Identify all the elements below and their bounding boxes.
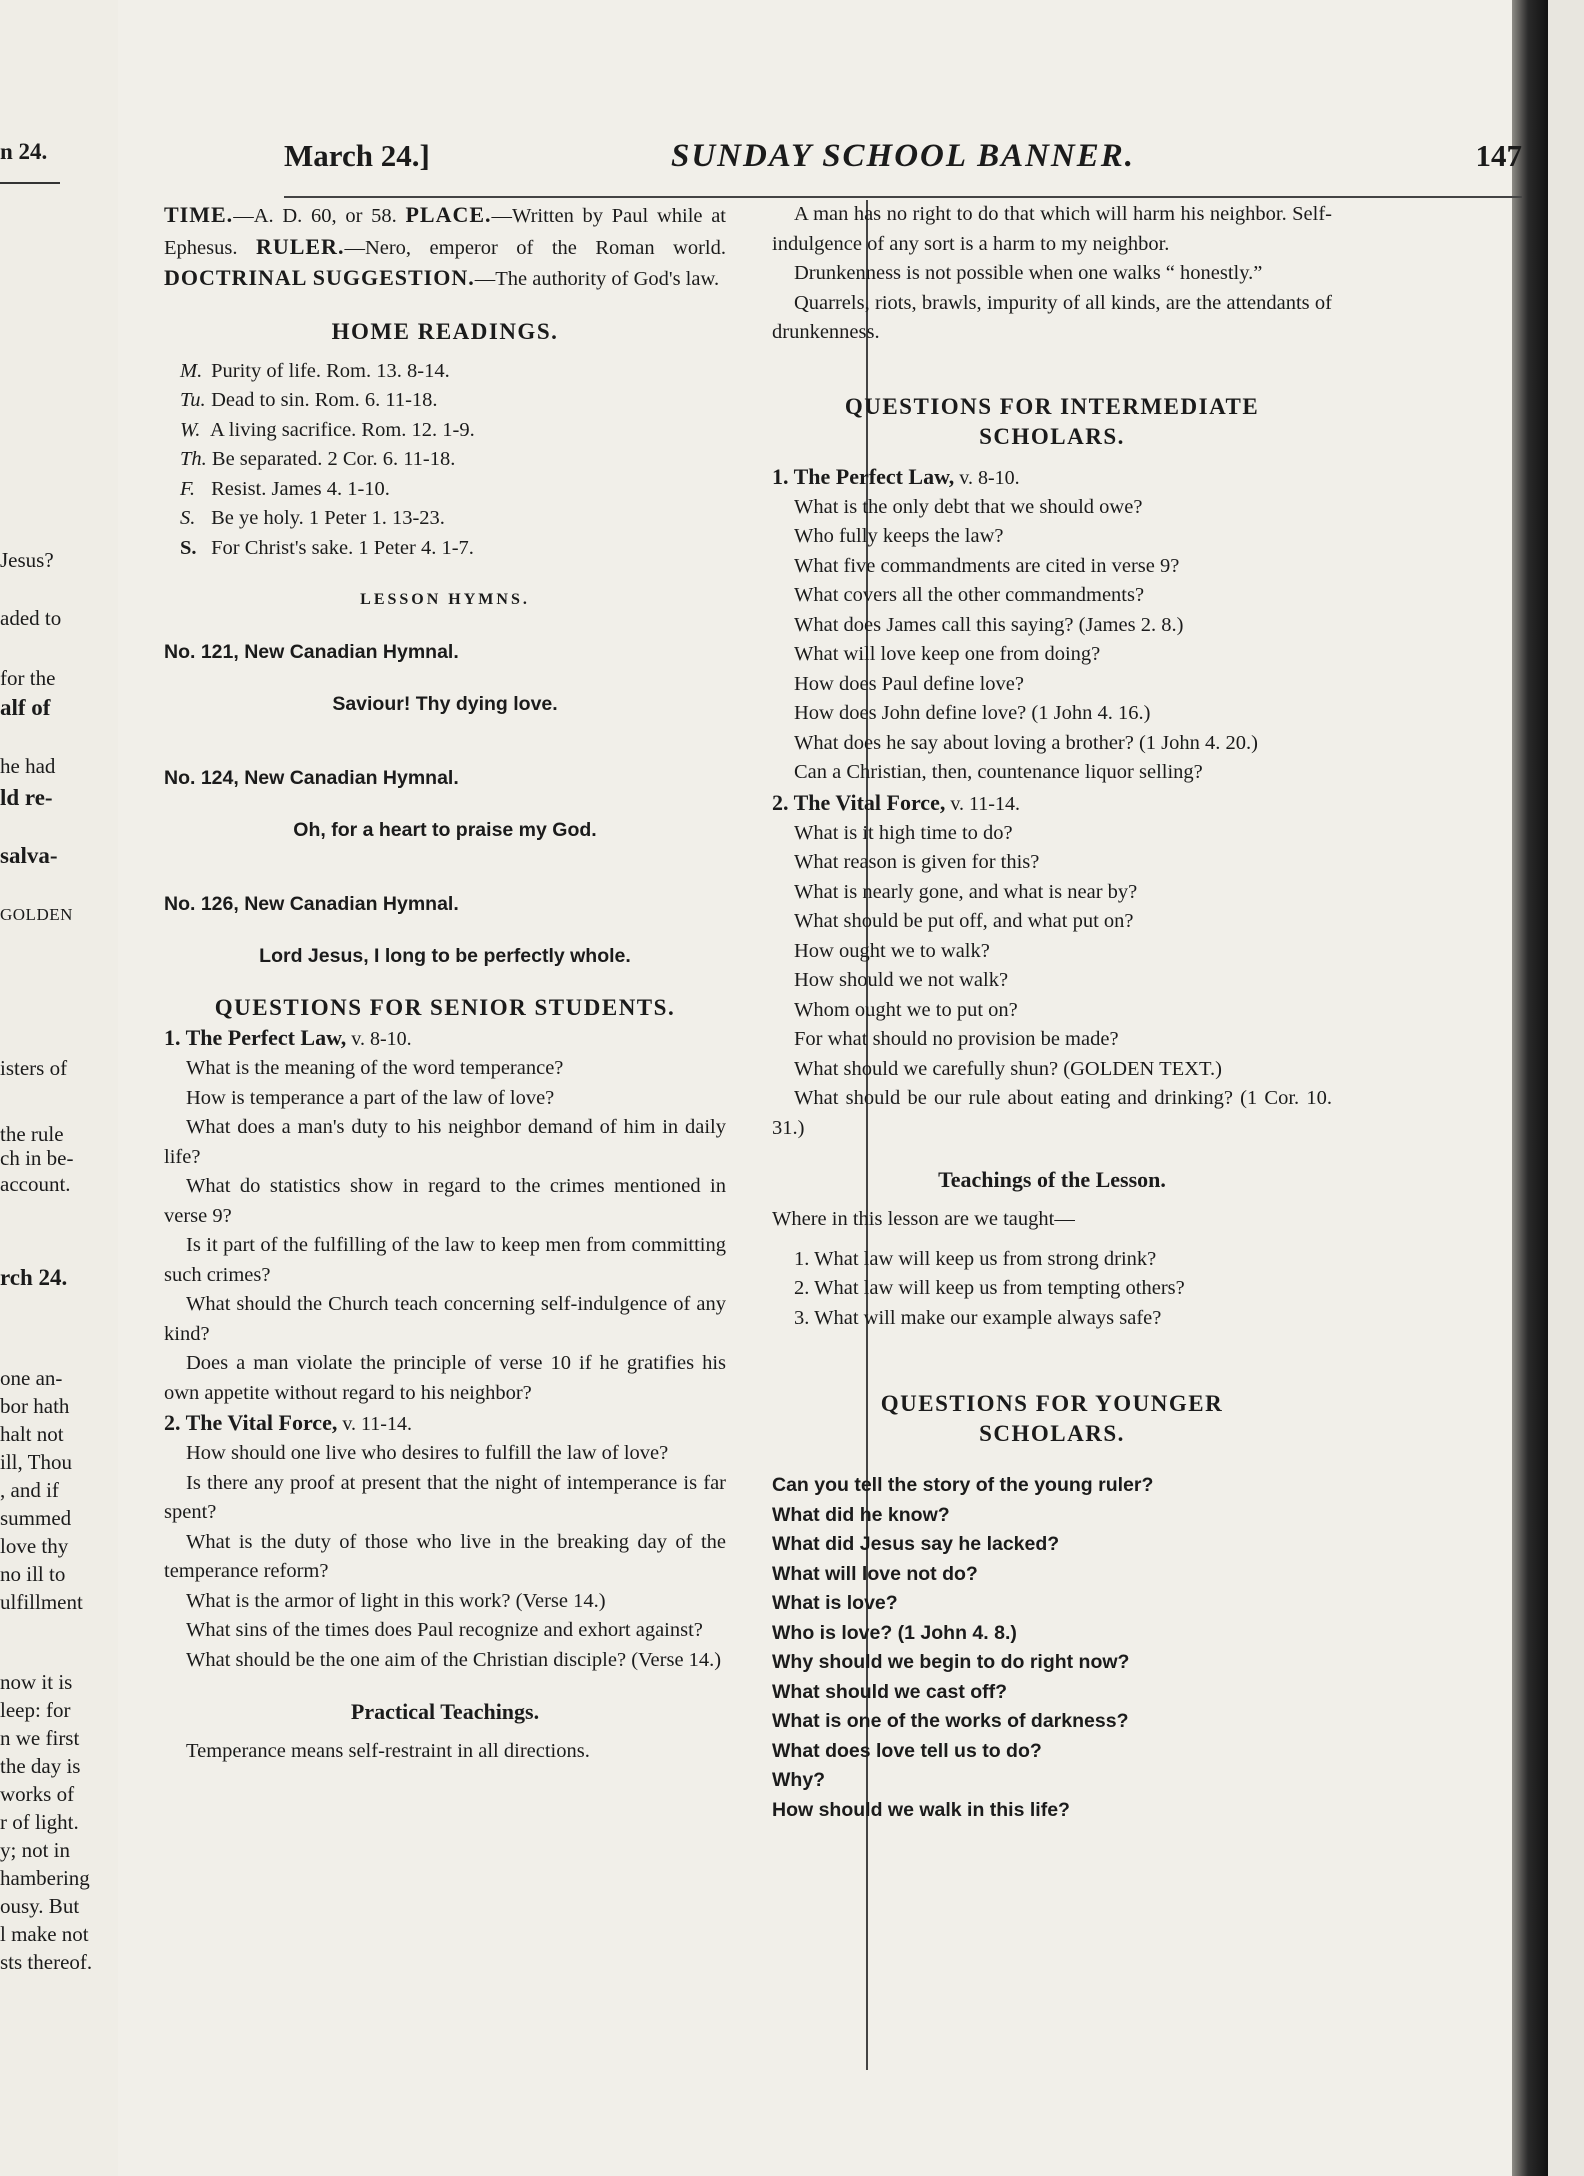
facing-page-fragment: rch 24. [0,1265,68,1290]
facing-page-fragment: the rule [0,1122,64,1146]
running-header [284,136,1522,176]
younger-questions-heading [772,1389,1332,1449]
question-item: What is love? [772,1592,898,1614]
left-column [164,200,726,1767]
question-item: What should we carefully shun? (GOLDEN TEXT.) [794,1057,1222,1080]
facing-page-fragment: ill, Thou [0,1450,72,1474]
reading-text: For Christ's sake. 1 Peter 4. 1-7. [211,536,474,559]
facing-page-rule [0,182,60,184]
facing-page-fragment: n 24. [0,139,48,164]
younger-questions [772,1471,1332,1825]
facing-page-fragment: summed [0,1506,72,1530]
practical-paragraph: Quarrels, riots, brawls, impurity of all kinds, are the attendants of drunkenness. [772,291,1332,343]
question-item: How should we walk in this life? [772,1798,1070,1821]
facing-page-fragment: hambering [0,1866,90,1890]
facing-page-fragment: one an- [0,1366,63,1390]
facing-page-fragment: account. [0,1172,71,1196]
question-item: What do statistics show in regard to the crimes mentioned in verse 9? [164,1175,726,1227]
question-item: What five commandments are cited in verse 9? [794,554,1180,577]
question-item: Can you tell the story of the young ruler? [772,1474,1154,1496]
reading-item [164,534,726,564]
section-title: 2. The Vital Force, [772,789,946,815]
teachings-list [772,1245,1332,1334]
place-text: —Written by Paul while at Ephesus. [164,205,727,259]
question-item: 2. What law will keep us from tempting others? [794,1277,1185,1299]
intermediate-section2-questions [772,819,1332,1144]
question-item: How is temperance a part of the law of love? [186,1086,555,1109]
facing-page-fragment: the day is [0,1754,81,1778]
question-item: Can a Christian, then, countenance liquor selling? [794,761,1203,783]
right-column [772,200,1332,1825]
heading-line: SCHOLARS. [979,1421,1125,1446]
hymn-number: No. 126, New Canadian Hymnal. [164,893,459,915]
question-item: What is nearly gone, and what is near by? [794,880,1138,903]
reading-item [164,475,726,505]
facing-page-fragment: y; not in [0,1838,71,1862]
hymn-title: Saviour! Thy dying love. [332,693,558,715]
facing-page-fragment: love thy [0,1534,69,1558]
reading-text: Purity of life. Rom. 13. 8-14. [211,359,450,382]
lesson-intro [164,200,726,295]
doctrinal-text: —The authority of God's law. [474,268,720,290]
reading-text: Be separated. 2 Cor. 6. 11-18. [211,448,456,470]
section-ref: v. 8-10. [954,466,1020,489]
lesson-hymns-list [164,637,726,971]
question-item: What should be put off, and what put on? [794,910,1134,932]
facing-page-fragment: GOLDEN [0,905,73,924]
section-title: 1. The Perfect Law, [772,463,955,489]
section-title: 2. The Vital Force, [164,1410,338,1435]
question-item: What will love not do? [772,1562,978,1585]
hymn-number: No. 121, New Canadian Hymnal. [164,641,459,663]
facing-page-fragment: ousy. But [0,1894,80,1918]
question-item: Is it part of the fulfilling of the law to keep men from committing such crimes? [164,1234,726,1286]
question-item: What does love tell us to do? [772,1739,1042,1762]
heading-line: QUESTIONS FOR INTERMEDIATE [844,393,1260,419]
doctrinal-label: DOCTRINAL SUGGESTION. [164,265,475,290]
reading-day: S. [180,507,196,529]
page-number: 147 [1475,138,1522,173]
facing-page-fragment: sts thereof. [0,1950,93,1974]
reading-text: Resist. James 4. 1-10. [211,477,390,500]
reading-item [164,504,726,534]
ruler-label: RULER. [255,233,345,259]
question-item: How should one live who desires to fulfill the law of love? [186,1442,669,1464]
facing-page-fragment: he had [0,754,56,778]
teachings-heading: Teachings of the Lesson. [938,1167,1166,1192]
facing-page-fragment: now it is [0,1670,73,1694]
reading-text: Be ye holy. 1 Peter 1. 13-23. [211,507,445,529]
facing-page-fragment: halt not [0,1422,64,1446]
question-item: What is one of the works of darkness? [772,1710,1129,1732]
question-item: What should be our rule about eating and drinking? (1 Cor. 10. 31.) [772,1087,1332,1139]
home-readings-heading: HOME READINGS. [331,318,559,344]
question-item: What is the meaning of the word temperance? [186,1057,564,1079]
practical-teachings-heading: Practical Teachings. [350,1699,540,1724]
question-item: What should the Church teach concerning self-indulgence of any kind? [164,1293,726,1345]
facing-page-fragment: salva- [0,843,58,868]
facing-page-fragment: l make not [0,1922,89,1946]
facing-page-fragment: ch in be- [0,1146,74,1170]
question-item: Is there any proof at present that the night of intemperance is far spent? [164,1471,726,1523]
question-item: What is the armor of light in this work? (Verse 14.) [186,1589,606,1612]
question-item: What is the duty of those who live in the breaking day of the temperance reform? [164,1530,726,1582]
question-item: What should we cast off? [772,1680,1008,1703]
section-ref: v. 8-10. [346,1028,412,1050]
intermediate-section1-questions [772,493,1332,788]
facing-page-fragment: for the [0,666,56,690]
facing-page-fragment: alf of [0,695,51,720]
question-item: How ought we to walk? [794,939,990,962]
binding-edge [1512,0,1548,2176]
facing-page-fragment: ld re- [0,785,53,810]
time-text: —A. D. 60, or 58. [233,205,406,227]
question-item: What is it high time to do? [794,821,1013,844]
senior-section1-title [164,1023,726,1054]
facing-page-fragment: , and if [0,1478,59,1502]
ruler-text: —Nero, emperor of the Roman world. [344,236,727,259]
hymn-title: Lord Jesus, I long to be perfectly whole. [259,945,631,967]
reading-item [164,357,726,387]
section-ref: v. 11-14. [337,1413,412,1435]
reading-text: A living sacrifice. Rom. 12. 1-9. [210,418,475,441]
header-title: SUNDAY SCHOOL BANNER. [670,138,1136,174]
practical-paragraph: Drunkenness is not possible when one walks “ honestly.” [794,262,1263,284]
question-item: How should we not walk? [794,969,1009,991]
facing-page-fragment: isters of [0,1056,68,1080]
home-readings-list [164,357,726,564]
reading-item [164,445,726,475]
time-label: TIME. [164,202,234,227]
reading-item [164,416,726,446]
practical-paragraph: Temperance means self-restraint in all directions. [186,1740,590,1762]
question-item: What covers all the other commandments? [794,584,1145,606]
lesson-hymns-heading: LESSON HYMNS. [360,591,530,608]
heading-line: QUESTIONS FOR YOUNGER [880,1391,1224,1416]
facing-page-fragment: n we first [0,1726,80,1750]
intermediate-section1-title [772,462,1332,493]
senior-section2-questions [164,1439,726,1675]
intermediate-questions-heading [772,392,1332,452]
question-item: What does a man's duty to his neighbor demand of him in daily life? [164,1116,726,1168]
reading-item [164,386,726,416]
question-item: Does a man violate the principle of verse 10 if he gratifies his own appetite without regard to his neighbor? [164,1352,726,1404]
hymn-title: Oh, for a heart to praise my God. [293,819,597,841]
question-item: What did he know? [772,1503,950,1526]
reading-day: M. [180,359,203,382]
intermediate-section2-title [772,788,1332,819]
question-item: Who is love? (1 John 4. 8.) [772,1621,1017,1644]
question-item: 3. What will make our example always safe? [794,1306,1162,1329]
practical-paragraph: A man has no right to do that which will harm his neighbor. Self-indulgence of any sort is a harm to my neighbor. [772,203,1332,255]
header-rule [284,196,1522,198]
question-item: What will love keep one from doing? [794,643,1101,665]
section-ref: v. 11-14. [945,792,1020,815]
question-item: What reason is given for this? [794,851,1040,873]
facing-page-fragment: Jesus? [0,548,54,572]
hymn-number: No. 124, New Canadian Hymnal. [164,767,459,789]
facing-page-fragment: aded to [0,606,62,630]
reading-day: W. [180,418,201,441]
facing-page-strip [0,0,121,2176]
teachings-intro: Where in this lesson are we taught— [772,1208,1075,1230]
senior-section2-title [164,1408,726,1439]
facing-page-fragment: works of [0,1782,75,1806]
question-item: Why should we begin to do right now? [772,1651,1130,1673]
question-item: Why? [772,1769,826,1791]
reading-text: Dead to sin. Rom. 6. 11-18. [211,389,438,411]
header-date: March 24.] [284,138,430,173]
senior-section1-questions [164,1054,726,1408]
question-item: Who fully keeps the law? [794,525,1004,547]
facing-page-fragment: ulfillment [0,1590,83,1614]
question-item: What does James call this saying? (James 2. 8.) [794,613,1184,636]
facing-page-fragment: bor hath [0,1394,70,1418]
reading-day: Th. [180,448,207,470]
facing-page-fragment: leep: for [0,1698,71,1722]
question-item: How does Paul define love? [794,672,1024,695]
question-item: How does John define love? (1 John 4. 16.) [794,702,1151,724]
reading-day: S. [180,536,197,559]
section-title: 1. The Perfect Law, [164,1025,347,1050]
question-item: What sins of the times does Paul recognize and exhort against? [186,1619,703,1641]
reading-day: Tu. [180,389,206,411]
question-item: Whom ought we to put on? [794,998,1018,1021]
facing-page-fragment: r of light. [0,1810,79,1834]
question-item: What did Jesus say he lacked? [772,1533,1060,1555]
question-item: What does he say about loving a brother? (1 John 4. 20.) [794,731,1258,754]
facing-page-fragment: no ill to [0,1562,66,1586]
reading-day: F. [180,477,196,500]
question-item: What is the only debt that we should owe? [794,495,1143,518]
question-item: What should be the one aim of the Christian disciple? (Verse 14.) [186,1648,722,1671]
heading-line: SCHOLARS. [979,423,1125,449]
question-item: For what should no provision be made? [794,1028,1119,1050]
question-item: 1. What law will keep us from strong drink? [794,1247,1157,1270]
senior-questions-heading: QUESTIONS FOR SENIOR STUDENTS. [214,995,676,1020]
place-label: PLACE. [405,202,492,227]
